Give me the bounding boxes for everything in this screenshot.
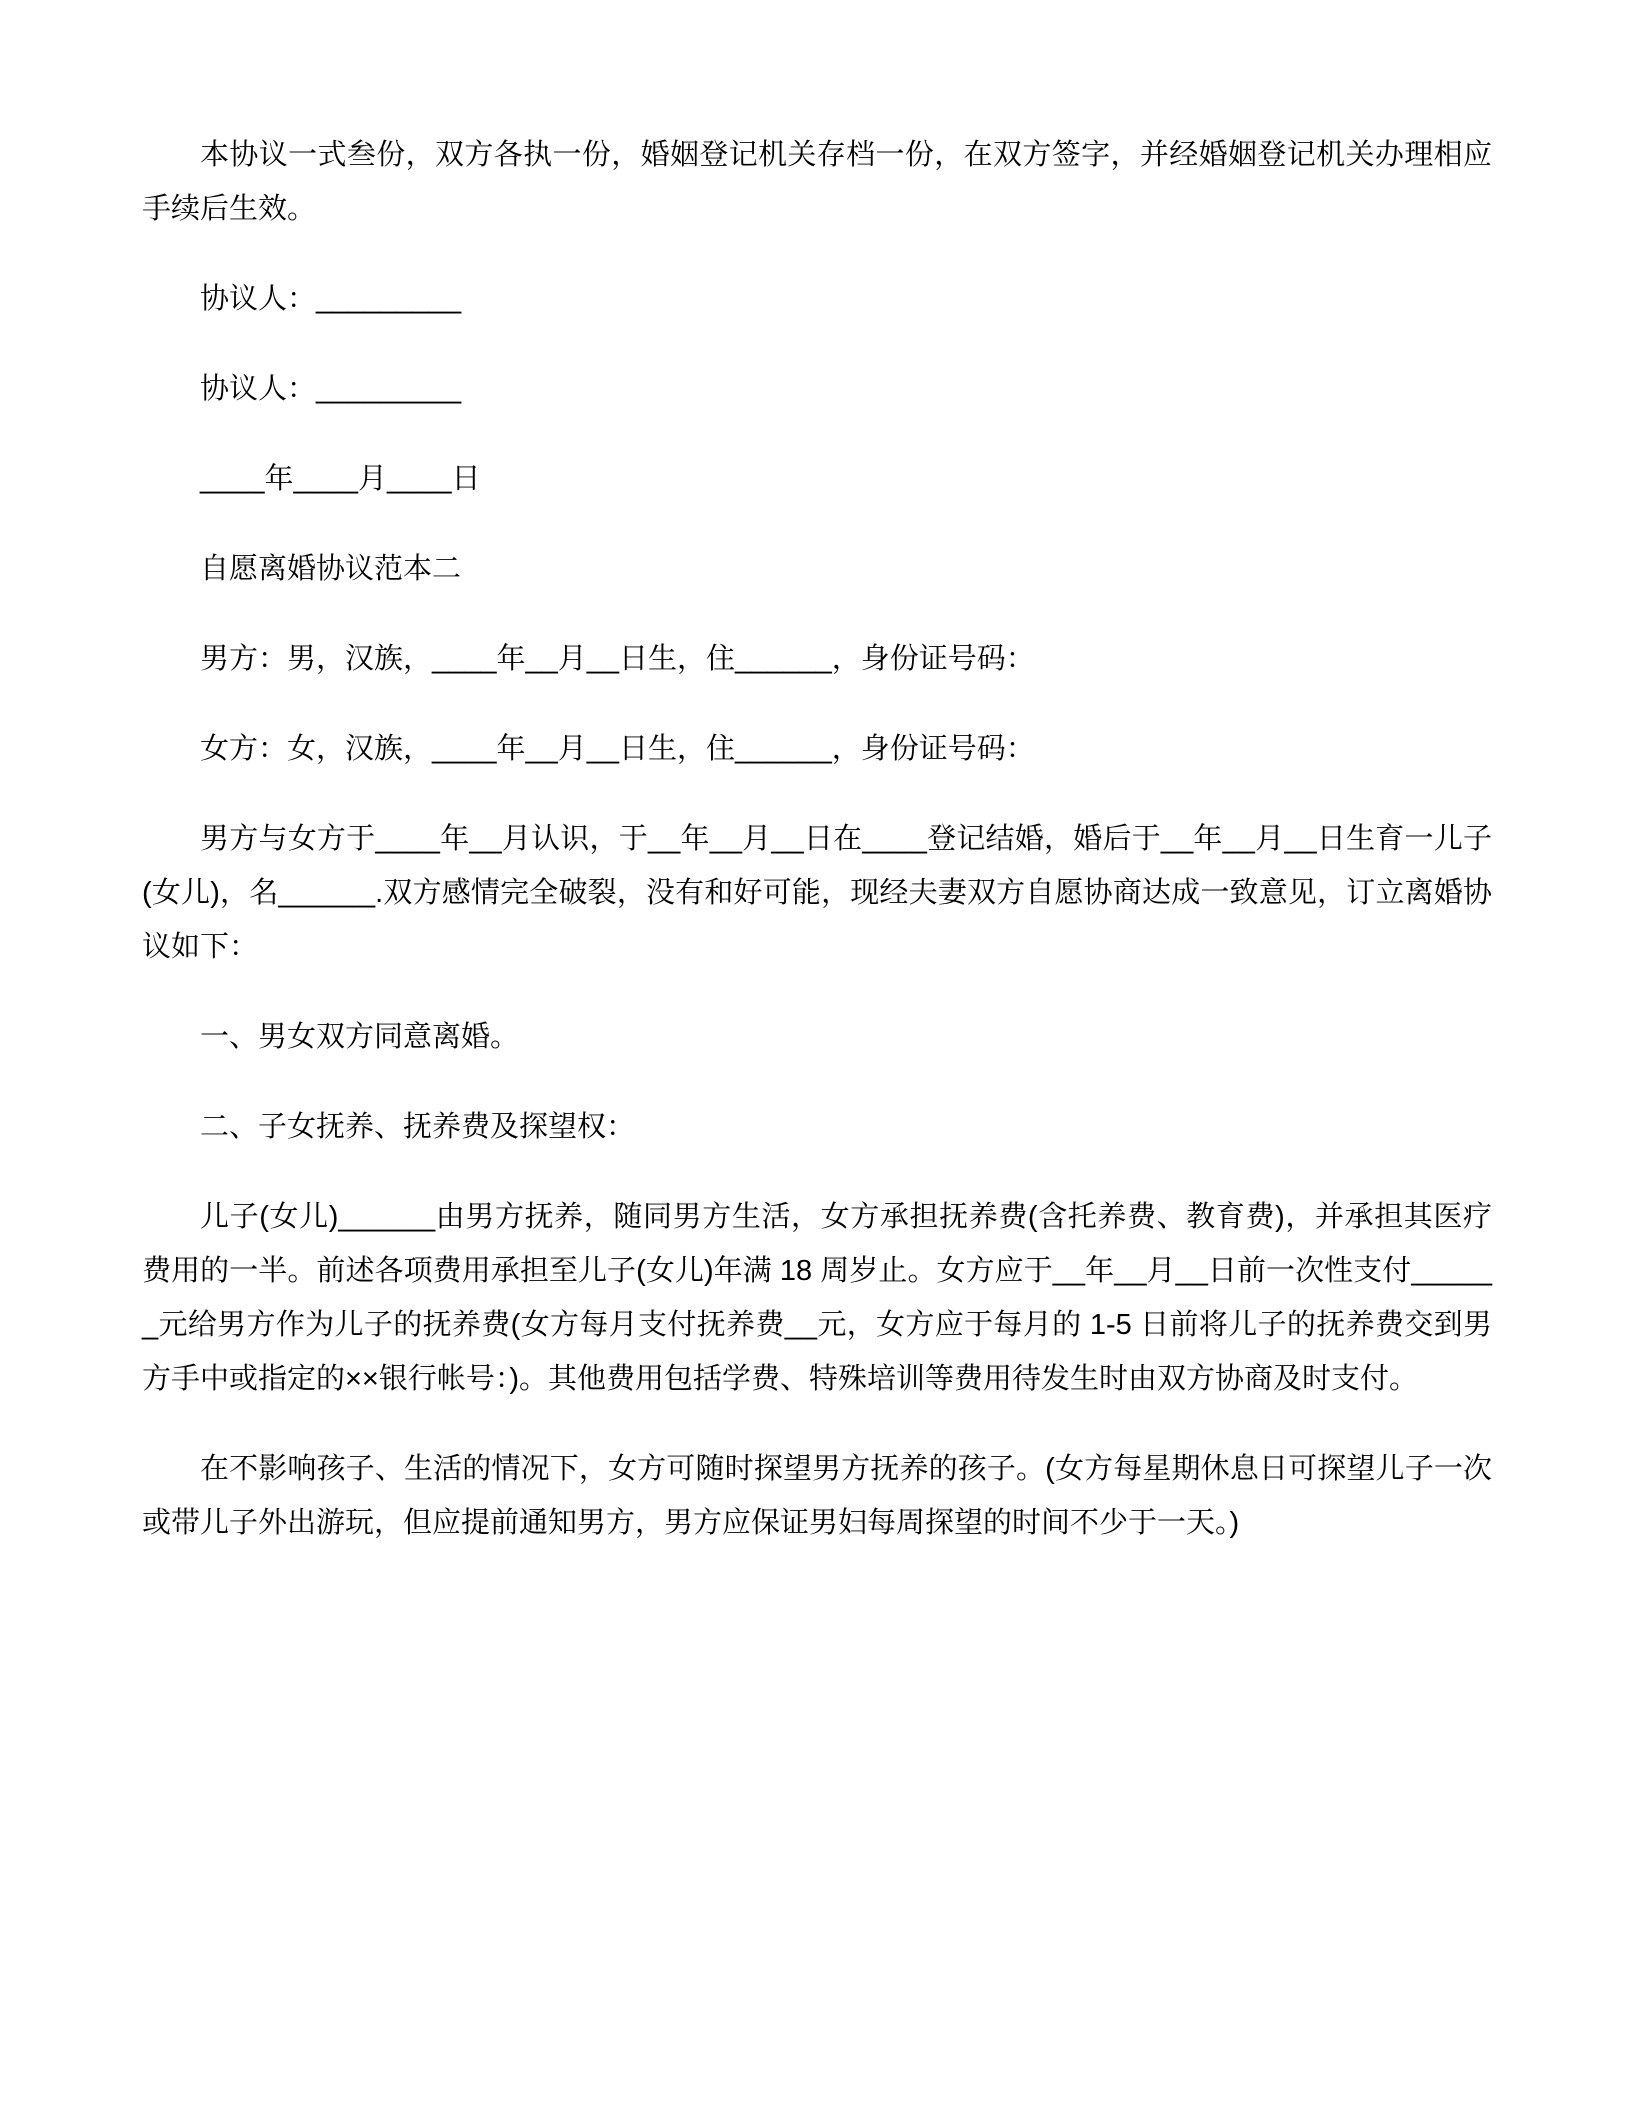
signer-line-1: 协议人：_________ — [200, 283, 462, 315]
paragraph-effectiveness-clause: 本协议一式叁份，双方各执一份，婚姻登记机关存档一份，在双方签字，并经婚姻登记机关办理相应手续后生效。 — [142, 139, 1492, 225]
clause-visitation-rights: 在不影响孩子、生活的情况下，女方可随时探望男方抚养的孩子。(女方每星期休息日可探望儿子一次或带儿子外出游玩，但应提前通知男方，男方应保证男妇每周探望的时间不少于一天。) — [142, 1453, 1492, 1539]
date-line: ____年____月____日 — [200, 463, 481, 495]
signer-line-2: 协议人：_________ — [200, 373, 462, 405]
clause-child-support-detail: 儿子(女儿)______由男方抚养，随同男方生活，女方承担抚养费(含托养费、教育费)，并承担其医疗费用的一半。前述各项费用承担至儿子(女儿)年满 18 周岁止。女方应于__年__月__日前一次性支付______元给男方作为儿子的抚养费(女方每月支付抚养费__元，女方应于每月的 1-5 日前将儿子的抚养费交到男方手中或指定的××银行帐号：)。其他费用包括学费、特殊培训等费用待发生时由双方协商及时支付。 — [142, 1201, 1492, 1395]
clause-2-custody-heading: 二、子女抚养、抚养费及探望权： — [200, 1111, 636, 1143]
section-title: 自愿离婚协议范本二 — [200, 553, 462, 585]
party-male-info: 男方：男，汉族，____年__月__日生，住______，身份证号码： — [200, 643, 1035, 675]
marriage-history-paragraph: 男方与女方于____年__月认识，于__年__月__日在____登记结婚，婚后于__年__月__日生育一儿子(女儿)，名______.双方感情完全破裂，没有和好可能，现经夫妻双方自愿协商达成一致意见，订立离婚协议如下： — [142, 823, 1492, 963]
clause-1-divorce-agreement: 一、男女双方同意离婚。 — [200, 1021, 520, 1053]
party-female-info: 女方：女，汉族，____年__月__日生，住______，身份证号码： — [200, 733, 1035, 765]
